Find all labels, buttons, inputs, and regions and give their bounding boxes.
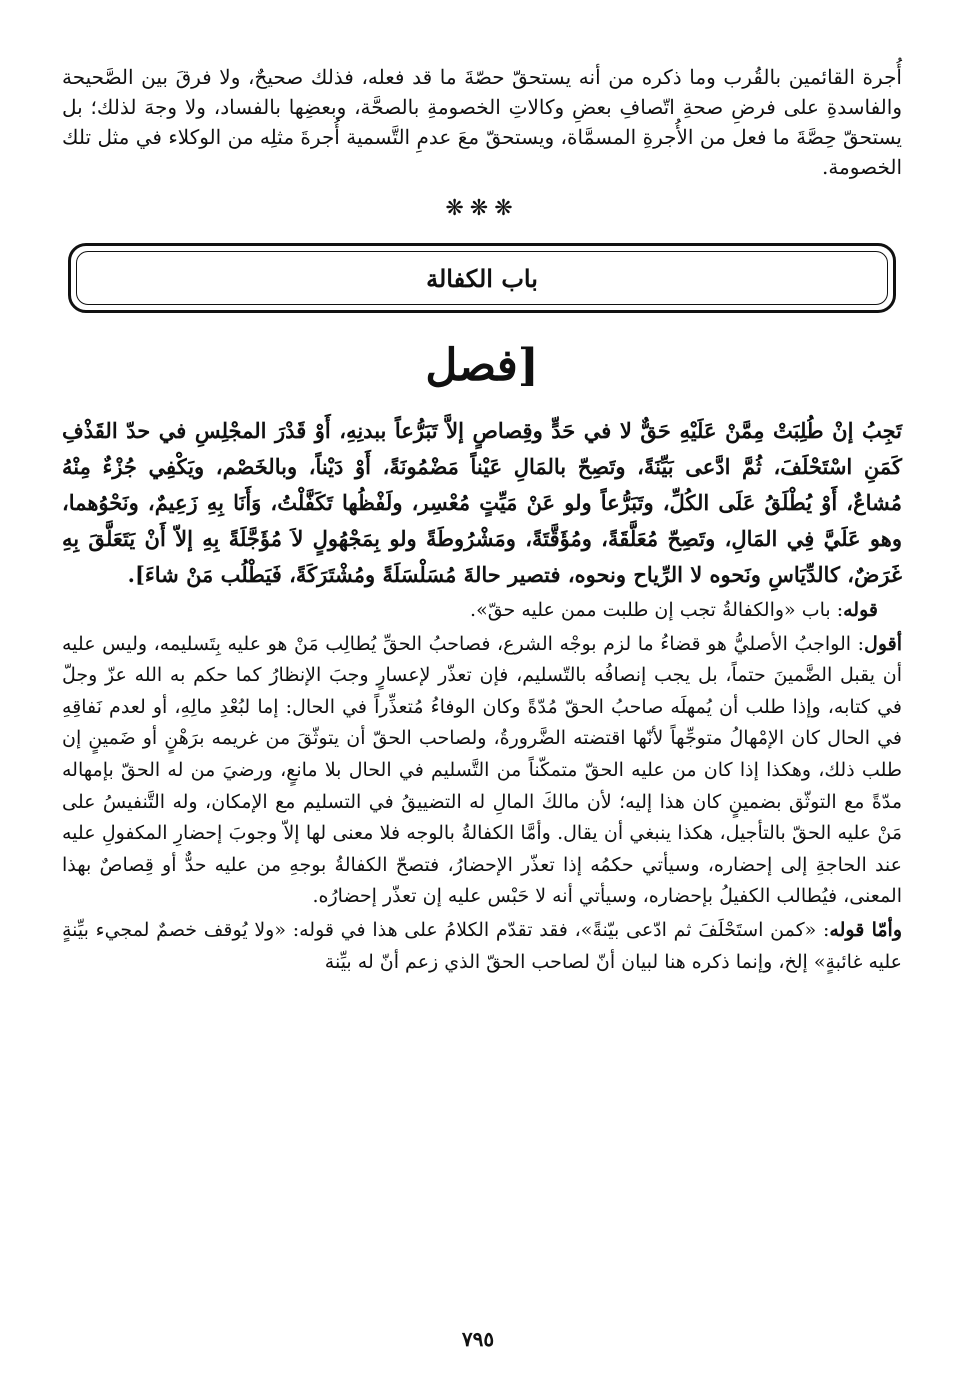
main-text: تَجِبُ إنْ طُلِبَتْ مِمَّنْ عَلَيْهِ حَقٌّ لا في حَدٍّ وقِصاصٍ إلاَّ تَبَرُّعاً ببدنِهِ، أَوْ قَدْرَ المجْلِسِ في حدّ القَذْفِ كَمَنِ اسْتَحْلَفَ، ثُمَّ ادَّعى بَيِّنَةً، وتَصِحّ بالمَالِ عَيْناً مَضْمُونَةً، أَوْ دَيْناً، وبالخَصْم، ويَكْفِي جُزْءٌ مِنْهُ مُشاعٌ، أَوْ يُطْلَقُ عَلَى الكُلِّ، وتَبَرُّعاً ولو عَنْ مَيِّتٍ مُعْسِر، ولَفْظُها تَكَفَّلْتُ، وَأَنَا بِهِ زَعِيمٌ، ونَحْوُهما، وهو عَلَيَّ فِي المَالِ، وتَصِحّ مُعَلَّقَةً، ومُؤَقَّتَةً، ومَشْرُوطَةً ولو بِمَجْهُولٍ لاَ مُؤَجَّلَةً بِهِ إلاّ أَنْ يَتَعَلَّقَ بِهِ غَرَضٌ، كالدِّيَاسِ ونَحوه لا الرِّياح ونحوه، فتصير حالةَ مُسَلْسَلَةً ومُشْتَرَكَةً، فَيَطْلُب مَنْ شاءَ]. xyxy=(62,418,902,587)
section-separator: ❋❋❋ xyxy=(445,196,519,221)
chapter-title: باب الكفالة xyxy=(76,251,888,305)
chapter-title-frame xyxy=(68,243,896,313)
commentary-lead: وأمّا قوله xyxy=(829,918,902,941)
commentary-text: : «كمن استَحْلَفَ ثم ادّعى بيّنةً»، فقد تقدّم الكلامُ على هذا في قوله: «ولا يُوقف خصمٌ لمجيء بيِّنةٍ عليه غائبةٍ» إلخ، وإنما ذكره هنا لبيان أنّ لصاحب الحقّ الذي زعم أنّ له بيِّنة xyxy=(62,918,902,973)
commentary-paragraph xyxy=(62,629,902,913)
commentary-paragraph xyxy=(62,915,902,978)
commentary-text: : باب «والكفالةُ تجب إن طلبت ممن عليه حقّ». xyxy=(470,599,844,621)
page-body xyxy=(62,62,902,978)
commentary-lead: أقول xyxy=(864,632,902,655)
intro-paragraph: أُجرة القائمين بالقُرب وما ذكره من أنه يستحقّ حصّةَ ما قد فعله، فذلك صحيحٌ، ولا فرقَ بين الصَّحيحة والفاسدةِ على فرضِ صحةِ اتّصافِ بعضِ وكالاتِ الخصومةِ بالصحَّة، وبعضِها بالفساد، ولا وجهَ لذلك؛ بل يستحقّ حِصَّةَ ما فعل من الأُجرةِ المسمَّاة، ويستحقّ معَ عدمِ التَّسمية أُجرةَ مثلِه من الوكلاء في مثل تلك الخصومة. xyxy=(62,65,902,179)
page-number: ٧٩٥ xyxy=(461,1327,495,1351)
section-heading: [فصل xyxy=(425,340,539,391)
commentary xyxy=(62,595,902,978)
commentary-paragraph xyxy=(62,595,902,627)
commentary-text: : الواجبُ الأصليُّ هو قضاءُ ما لزم بوجْه الشرع، فصاحبُ الحقِّ يُطالِب مَنْ هو عليه بِتَسليمه، وليس عليه أن يقبل الضَّمينَ حتماً، بل يجب إنصافُه بالتّسليم، فإن تعذّر لإعسارٍ وجبَ الإنظارُ كما حكم به الله عزّ وجلّ في كتابه، وإذا طلب أن يُمهلَه صاحبُ الحقّ مُدّةً وكان الوفاءُ مُتعذِّراً في الحال: إما لبُعْدِ مالِهِ، أو لعدم نَفاقِهِ في الحال كان الإمْهالُ متوجِّهاً لأنّها اقتضته الضَّرورةُ، ولصاحب الحقّ أن يتوثّقَ من غريمه برَهْنٍ أو ضَمينٍ إن طلب ذلك، وهكذا إذا كان من عليه الحقّ متمكّناً من التَّسليم في الحال بلا مانعٍ، ورضيَ من له الحقّ بإمهاله مدّةً مع التوثّق بضمينٍ كان هذا إليه؛ لأن مالكَ المالِ له التضييقُ في التسليم مع الإمكان، وله التَّنفيسُ على مَنْ عليه الحقّ بالتأجيل، هكذا ينبغي أن يقال. وأمَّا الكفالةُ بالوجه فلا معنى لها إلاّ وجوبَ إحضارِ المكفولِ عليه عند الحاجةِ إلى إحضاره، وسيأتي حكمُه إذا تعذّر الإحضارُ، فتصحّ الكفالةُ بوجهِ من عليه حدٌّ أو قِصاصٌ بهذا المعنى، فيُطالب الكفيلُ بإحضاره، وسيأتي أنه لا حَبْس عليه إن تعذّر إحضارُه. xyxy=(62,632,902,908)
commentary-lead: قوله xyxy=(843,599,878,621)
